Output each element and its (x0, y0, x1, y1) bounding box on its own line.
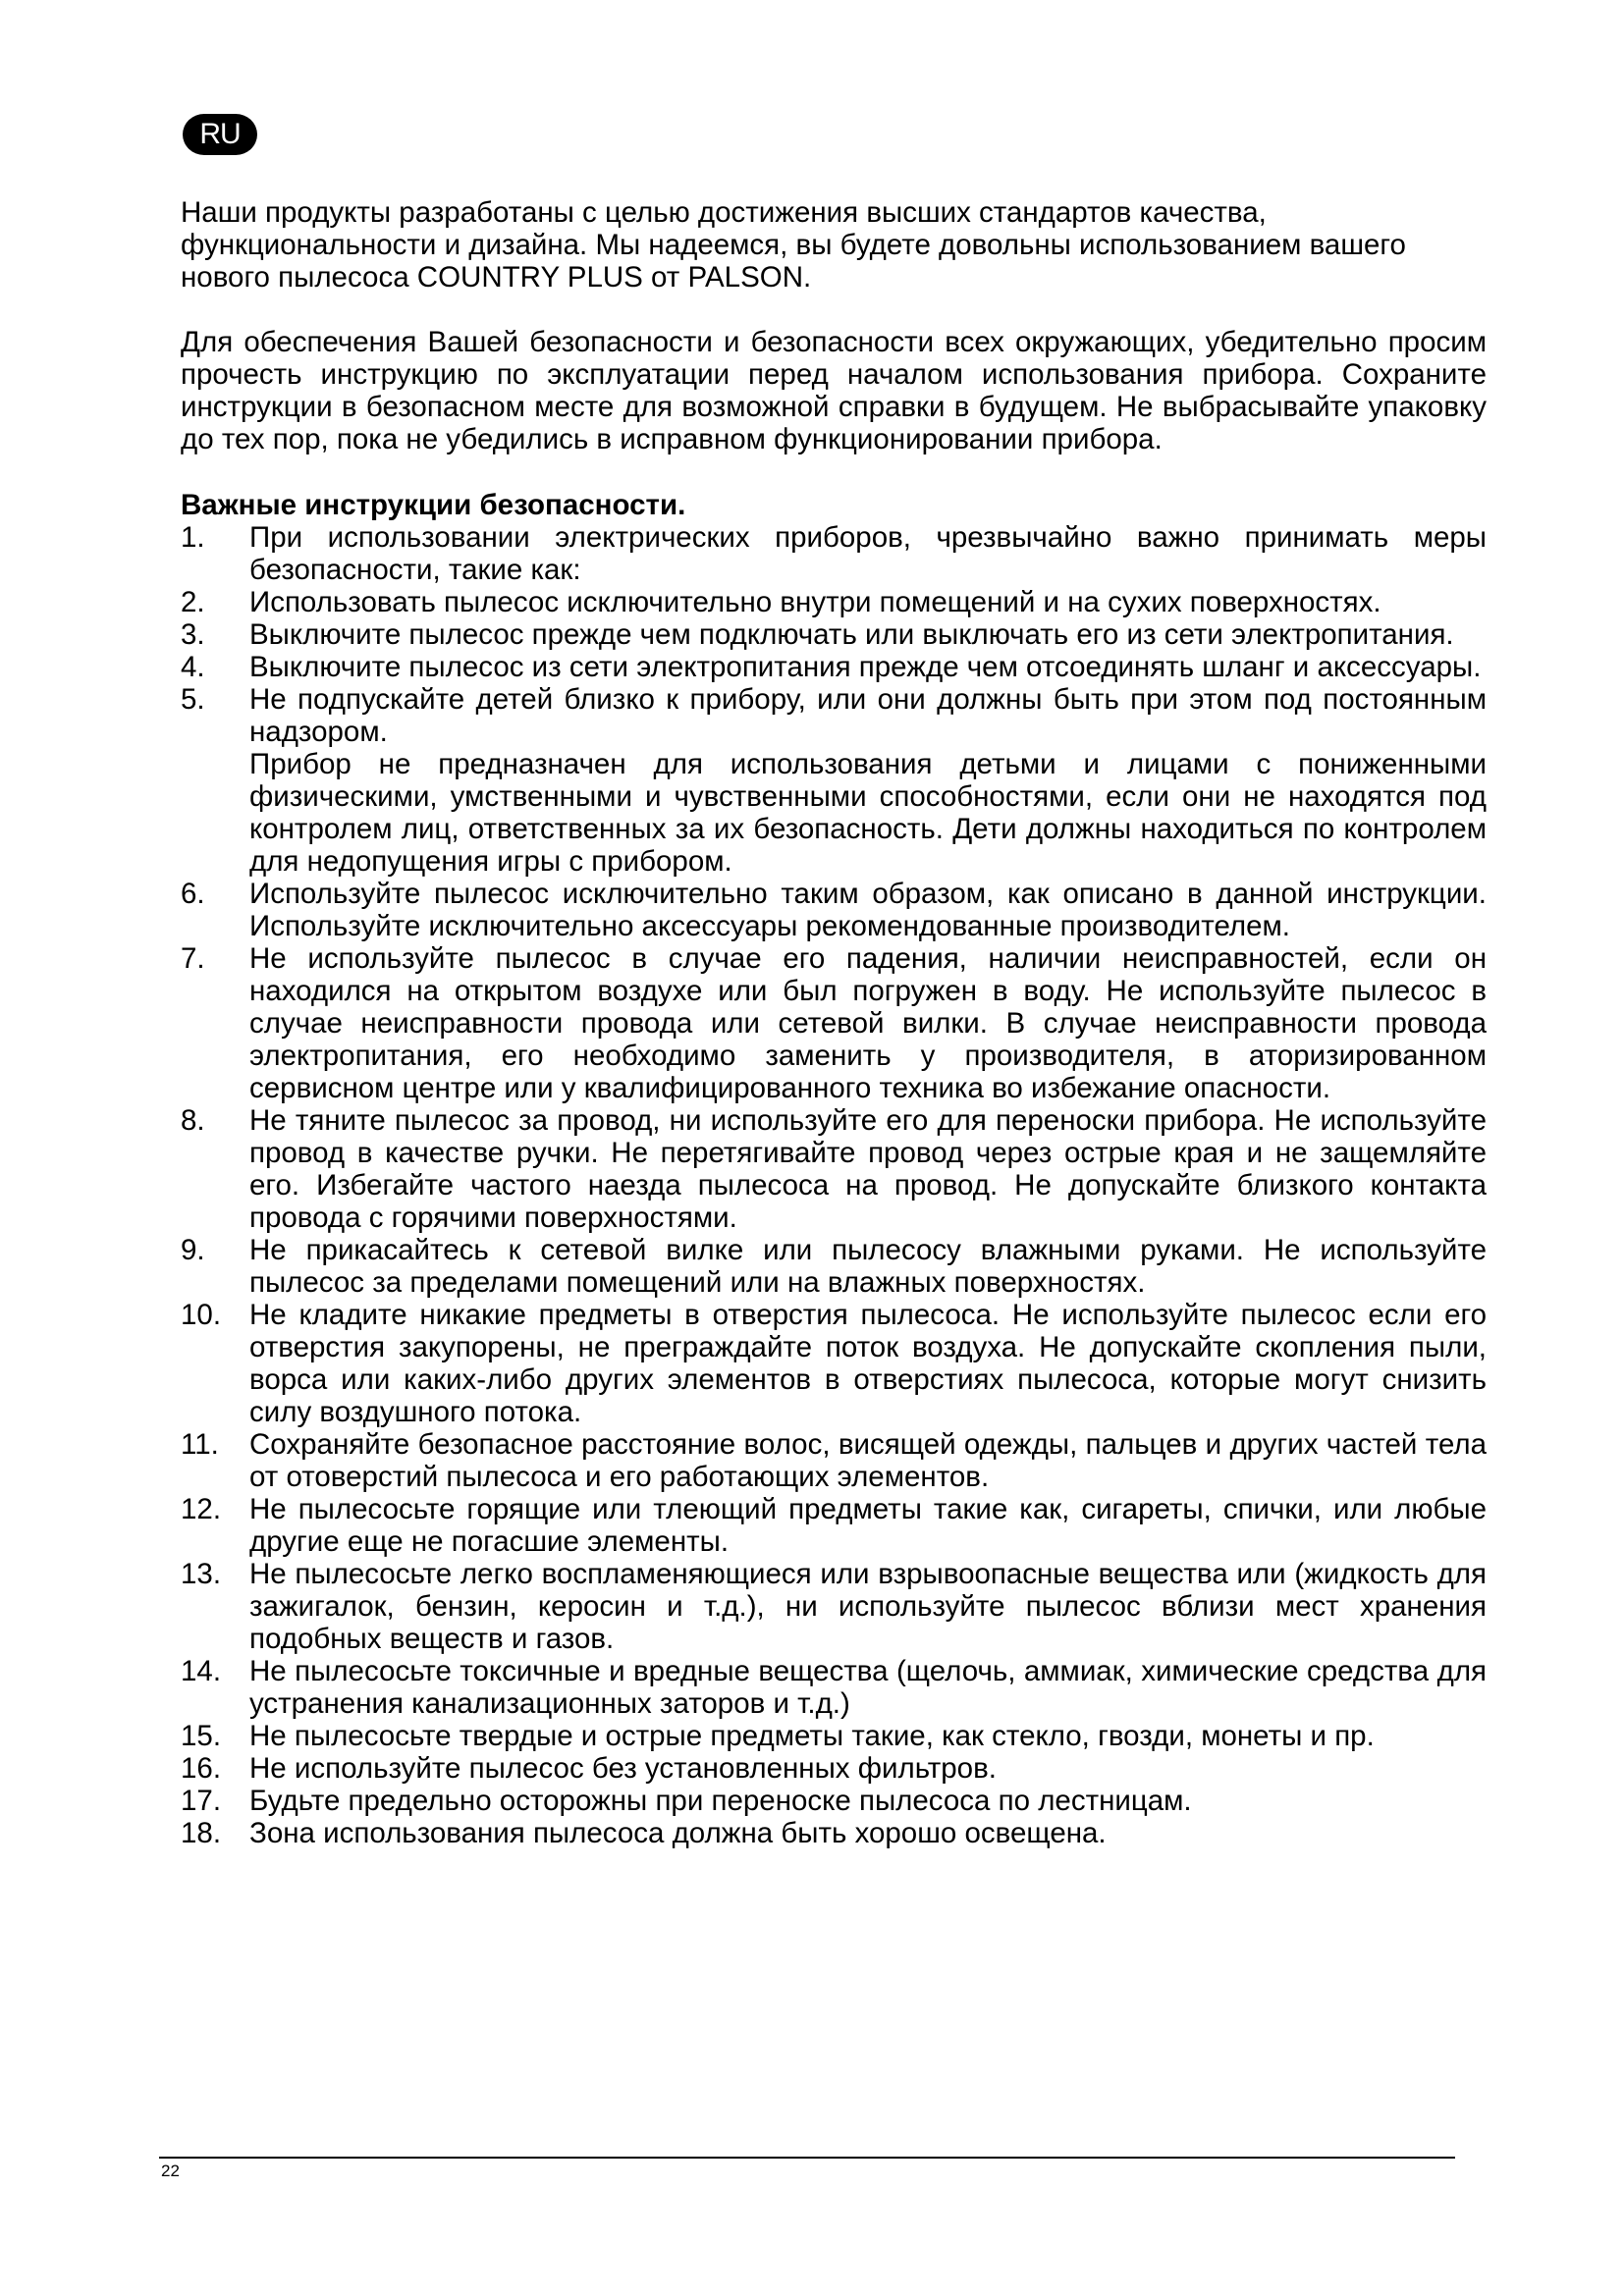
safety-item (181, 1785, 1487, 1817)
safety-item (181, 1299, 1487, 1428)
safety-item-text: Не тяните пылесос за провод, ни используйте его для переноски прибора. Не используйте провод в качестве ручки. Не перетягивайте провод через острые края и не защемляйте его. Избегайте частого наезда пылесоса на провод. Не допускайте близкого контакта провода с горячими поверхностями. (249, 1104, 1487, 1234)
safety-item-text: При использовании электрических приборов, чрезвычайно важно принимать меры безопасности, такие как: (249, 521, 1487, 586)
intro-paragraph-1: Наши продукты разработаны с целью достижения высших стандартов качества, функциональности и дизайна. Мы надеемся, вы будете довольны использованием вашего нового пылесоса COUNTRY PLUS от PALSON. (181, 196, 1406, 294)
safety-item-number: 1. (181, 521, 205, 554)
language-badge: RU (183, 114, 257, 155)
safety-item-text: Используйте пылесос исключительно таким образом, как описано в данной инструкции. Используйте исключительно аксессуары рекомендованные производителем. (249, 878, 1487, 942)
safety-item-text: Не прикасайтесь к сетевой вилке или пылесосу влажными руками. Не используйте пылесос за пределами помещений или на влажных поверхностях. (249, 1234, 1487, 1299)
safety-heading: Важные инструкции безопасности. (181, 489, 686, 521)
safety-item (181, 1817, 1487, 1849)
safety-item-number: 16. (181, 1752, 222, 1785)
page-number: 22 (161, 2162, 180, 2180)
safety-item-number: 7. (181, 942, 205, 975)
safety-item-number: 3. (181, 618, 205, 651)
content (181, 196, 1487, 1849)
safety-item (181, 1493, 1487, 1558)
safety-item (181, 683, 1487, 878)
safety-item-text: Сохраняйте безопасное расстояние волос, висящей одежды, пальцев и других частей тела от отоверстий пылесоса и его работающих элементов. (249, 1428, 1487, 1493)
safety-item-text: Не кладите никакие предметы в отверстия пылесоса. Не используйте пылесос если его отверстия закупорены, не преграждайте поток воздуха. Не допускайте скопления пыли, ворса или каких-либо других элементов в отверстиях пылесоса, которые могут снизить силу воздушного потока. (249, 1299, 1487, 1428)
safety-item (181, 618, 1487, 651)
safety-item (181, 1104, 1487, 1234)
safety-item-text: Зона использования пылесоса должна быть хорошо освещена. (249, 1817, 1107, 1849)
safety-item-text: Не используйте пылесос без установленных фильтров. (249, 1752, 997, 1785)
safety-item-number: 9. (181, 1234, 205, 1266)
safety-item-number: 13. (181, 1558, 222, 1590)
safety-item-number: 6. (181, 878, 205, 910)
safety-item-text: Будьте предельно осторожны при переноске пылесоса по лестницам. (249, 1785, 1192, 1817)
safety-item-number: 11. (181, 1428, 219, 1461)
intro-paragraph-2: Для обеспечения Вашей безопасности и безопасности всех окружающих, убедительно просим прочесть инструкцию по эксплуатации перед началом использования прибора. Сохраните инструкции в безопасном месте для возможной справки в будущем. Не выбрасывайте упаковку до тех пор, пока не убедились в исправном функционировании прибора. (181, 326, 1487, 455)
safety-item-number: 4. (181, 651, 205, 683)
safety-item-text: Выключите пылесос прежде чем подключать или выключать его из сети электропитания. (249, 618, 1454, 651)
safety-item (181, 1720, 1487, 1752)
safety-item (181, 586, 1487, 618)
safety-item-number: 18. (181, 1817, 222, 1849)
safety-item-extra-text: Прибор не предназначен для использования детьми и лицами с пониженными физическими, умственными и чувственными способностями, если они не находятся под контролем лиц, ответственных за их безопасность. Дети должны находиться по контролем для недопущения игры с прибором. (249, 748, 1487, 878)
safety-item-text: Использовать пылесос исключительно внутри помещений и на сухих поверхностях. (249, 586, 1381, 618)
safety-item (181, 651, 1487, 683)
safety-item-number: 5. (181, 683, 205, 716)
safety-item-number: 8. (181, 1104, 205, 1137)
safety-item (181, 942, 1487, 1104)
footer-divider (159, 2157, 1455, 2159)
safety-item (181, 1234, 1487, 1299)
safety-item-text: Не пылесосьте горящие или тлеющий предметы такие как, сигареты, спички, или любые другие еще не погасшие элементы. (249, 1493, 1487, 1558)
safety-item-number: 12. (181, 1493, 222, 1525)
safety-item-text: Не используйте пылесос в случае его падения, наличии неисправностей, если он находился на открытом воздухе или был погружен в воду. Не используйте пылесос в случае неисправности провода или сетевой вилки. В случае неисправности провода электропитания, его необходимо заменить у производителя, в аторизированном сервисном центре или у квалифицированного техника во избежание опасности. (249, 942, 1487, 1104)
safety-item (181, 1752, 1487, 1785)
safety-item-text: Выключите пылесос из сети электропитания прежде чем отсоединять шланг и аксессуары. (249, 651, 1482, 683)
safety-item-number: 2. (181, 586, 205, 618)
safety-item (181, 1558, 1487, 1655)
safety-item-text: Не пылесосьте твердые и острые предметы такие, как стекло, гвозди, монеты и пр. (249, 1720, 1375, 1752)
safety-item-number: 14. (181, 1655, 222, 1687)
safety-instructions-list (181, 521, 1487, 1849)
safety-item-number: 15. (181, 1720, 222, 1752)
safety-item-number: 17. (181, 1785, 222, 1817)
safety-item-text: Не пылесосьте легко воспламеняющиеся или взрывоопасные вещества или (жидкость для зажигалок, бензин, керосин и т.д.), ни используйте пылесос вблизи мест хранения подобных веществ и газов. (249, 1558, 1487, 1655)
safety-item (181, 1428, 1487, 1493)
safety-item-text: Не подпускайте детей близко к прибору, или они должны быть при этом под постоянным надзором. (249, 683, 1487, 748)
safety-item (181, 521, 1487, 586)
safety-item (181, 878, 1487, 942)
safety-item-number: 10. (181, 1299, 222, 1331)
safety-item (181, 1655, 1487, 1720)
safety-item-text: Не пылесосьте токсичные и вредные вещества (щелочь, аммиак, химические средства для устранения канализационных заторов и т.д.) (249, 1655, 1487, 1720)
